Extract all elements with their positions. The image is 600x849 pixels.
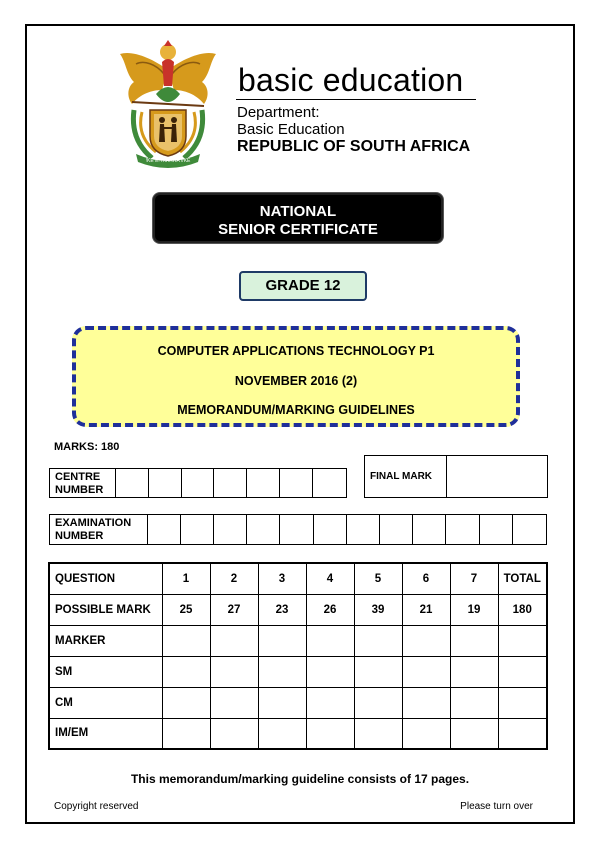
mark-entry-cell[interactable]	[450, 625, 498, 656]
table-header-cell: 5	[354, 563, 402, 594]
exam-digit-cell[interactable]	[413, 515, 446, 544]
table-header-cell: 6	[402, 563, 450, 594]
copyright-notice: Copyright reserved	[54, 801, 139, 812]
certificate-line-2: SENIOR CERTIFICATE	[218, 221, 378, 238]
mark-entry-cell[interactable]	[450, 687, 498, 718]
grade-badge: GRADE 12	[239, 271, 367, 301]
final-mark-label: FINAL MARK	[365, 456, 447, 497]
mark-entry-cell[interactable]	[162, 687, 210, 718]
brand-divider	[236, 99, 476, 100]
exam-digit-cell[interactable]	[314, 515, 347, 544]
exam-digit-cell[interactable]	[280, 515, 313, 544]
marker-row	[49, 625, 547, 656]
department-name: Basic Education	[237, 121, 345, 138]
mark-entry-cell[interactable]	[498, 718, 547, 749]
mark-entry-cell[interactable]	[498, 625, 547, 656]
mark-entry-cell[interactable]	[306, 687, 354, 718]
table-header-cell: TOTAL	[498, 563, 547, 594]
table-cell: 26	[306, 594, 354, 625]
centre-digit-cell[interactable]	[313, 469, 346, 497]
mark-entry-cell[interactable]	[258, 718, 306, 749]
mark-entry-cell[interactable]	[402, 718, 450, 749]
total-marks-label: MARKS: 180	[54, 441, 120, 453]
mark-entry-cell[interactable]	[306, 625, 354, 656]
department-label: Department:	[237, 104, 320, 121]
mark-entry-cell[interactable]	[258, 625, 306, 656]
examination-number-label	[50, 515, 148, 544]
centre-digit-cell[interactable]	[116, 469, 149, 497]
table-cell: POSSIBLE MARK	[49, 594, 162, 625]
mark-entry-cell[interactable]	[402, 656, 450, 687]
mark-entry-cell[interactable]	[306, 656, 354, 687]
exam-digit-cell[interactable]	[513, 515, 546, 544]
table-cell: 23	[258, 594, 306, 625]
centre-digit-cell[interactable]	[280, 469, 313, 497]
page-count-note: This memorandum/marking guideline consists of 17 pages.	[130, 772, 470, 786]
exam-digit-cell[interactable]	[480, 515, 513, 544]
mark-entry-cell[interactable]	[258, 656, 306, 687]
table-cell: 21	[402, 594, 450, 625]
turn-over-note: Please turn over	[460, 801, 533, 812]
exam-digit-cell[interactable]	[214, 515, 247, 544]
mark-entry-cell[interactable]	[210, 718, 258, 749]
mark-entry-cell[interactable]	[354, 625, 402, 656]
mark-entry-cell[interactable]	[354, 656, 402, 687]
mark-entry-cell[interactable]	[210, 656, 258, 687]
centre-number-field[interactable]	[49, 468, 347, 498]
table-cell: 39	[354, 594, 402, 625]
exam-digit-cell[interactable]	[148, 515, 181, 544]
mark-entry-cell[interactable]	[354, 687, 402, 718]
mark-entry-cell[interactable]	[162, 718, 210, 749]
centre-digit-cell[interactable]	[214, 469, 247, 497]
subject-title: COMPUTER APPLICATIONS TECHNOLOGY P1	[157, 344, 435, 358]
im-em-row	[49, 718, 547, 749]
subject-panel	[72, 326, 520, 427]
exam-label-line-2: NUMBER	[55, 530, 104, 542]
mark-entry-cell[interactable]	[210, 687, 258, 718]
certificate-banner	[153, 193, 443, 243]
exam-digit-cell[interactable]	[347, 515, 380, 544]
certificate-line-1: NATIONAL	[259, 203, 337, 220]
exam-session: NOVEMBER 2016 (2)	[234, 374, 358, 388]
table-cell: 19	[450, 594, 498, 625]
mark-entry-cell[interactable]	[162, 625, 210, 656]
mark-entry-cell[interactable]	[306, 718, 354, 749]
mark-entry-cell[interactable]	[450, 656, 498, 687]
table-row-label: MARKER	[49, 625, 162, 656]
table-cell: 27	[210, 594, 258, 625]
possible-mark-row	[49, 594, 547, 625]
coat-of-arms-logo	[112, 40, 224, 168]
sm-row	[49, 656, 547, 687]
mark-entry-cell[interactable]	[162, 656, 210, 687]
table-row-label: CM	[49, 687, 162, 718]
final-mark-field[interactable]	[364, 455, 548, 498]
final-mark-cell[interactable]	[447, 456, 547, 497]
table-header-cell: 2	[210, 563, 258, 594]
table-row-label: IM/EM	[49, 718, 162, 749]
cm-row	[49, 687, 547, 718]
mark-entry-cell[interactable]	[402, 625, 450, 656]
centre-digit-cell[interactable]	[182, 469, 215, 497]
table-header-cell: 3	[258, 563, 306, 594]
table-header-cell: QUESTION	[49, 563, 162, 594]
mark-entry-cell[interactable]	[354, 718, 402, 749]
mark-entry-cell[interactable]	[498, 687, 547, 718]
centre-digit-cell[interactable]	[149, 469, 182, 497]
table-header-cell: 1	[162, 563, 210, 594]
document-type: MEMORANDUM/MARKING GUIDELINES	[177, 403, 415, 417]
table-row-label: SM	[49, 656, 162, 687]
exam-digit-cell[interactable]	[446, 515, 479, 544]
mark-entry-cell[interactable]	[498, 656, 547, 687]
brand-title: basic education	[238, 62, 464, 98]
mark-entry-cell[interactable]	[450, 718, 498, 749]
centre-label-line-2: NUMBER	[55, 484, 104, 496]
centre-number-label	[50, 469, 116, 497]
centre-label-line-1: CENTRE	[55, 471, 101, 483]
country-name: REPUBLIC OF SOUTH AFRICA	[237, 138, 471, 155]
exam-label-line-1: EXAMINATION	[55, 517, 132, 529]
exam-digit-cell[interactable]	[247, 515, 280, 544]
table-header-row	[49, 563, 547, 594]
crest-motto: !KE E: /XARRA //KE	[145, 158, 191, 164]
centre-digit-cell[interactable]	[247, 469, 280, 497]
table-header-cell: 4	[306, 563, 354, 594]
examination-number-field[interactable]	[49, 514, 547, 545]
exam-digit-cell[interactable]	[181, 515, 214, 544]
table-cell: 25	[162, 594, 210, 625]
table-cell: 180	[498, 594, 547, 625]
marks-table	[48, 562, 548, 750]
exam-digit-cell[interactable]	[380, 515, 413, 544]
mark-entry-cell[interactable]	[402, 687, 450, 718]
mark-entry-cell[interactable]	[258, 687, 306, 718]
table-header-cell: 7	[450, 563, 498, 594]
mark-entry-cell[interactable]	[210, 625, 258, 656]
